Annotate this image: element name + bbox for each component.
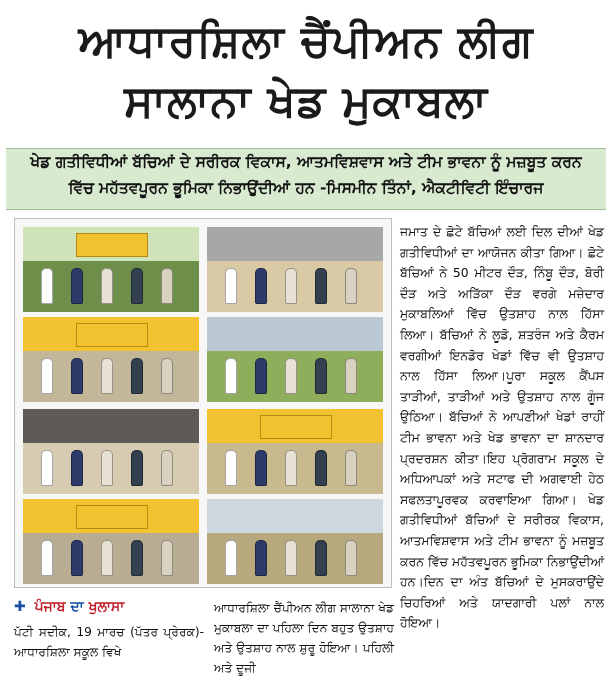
person-figure	[285, 540, 297, 576]
person-figure	[315, 268, 327, 304]
person-figure	[345, 268, 357, 304]
photo-prize-group	[23, 227, 199, 312]
photo-background	[207, 499, 383, 533]
byline-mid: ਦਾ	[70, 599, 84, 615]
photo-background	[207, 227, 383, 261]
article-lower-mid: ਆਧਾਰਸ਼ਿਲਾ ਚੈਂਪੀਅਨ ਲੀਗ ਸਾਲਾਨਾ ਖੇਡ ਮੁਕਾਬਲਾ ਦਾ ਪਹਿਲਾ ਦਿਨ ਬਹੁਤ ਉਤਸ਼ਾਹ ਅਤੇ ਉਤਸ਼ਾਹ ਨਾਲ ਸ਼ੁਰੂ ਹੋਇਆ। ਪਹਿਲੀ ਅਤੇ ਦੂਜੀ	[214, 601, 394, 675]
person-figure	[131, 540, 143, 576]
person-figure	[41, 358, 53, 394]
person-figure	[101, 450, 113, 486]
headline-line-2: ਸਾਲਾਨਾ ਖੇਡ ਮੁਕਾਬਲਾ	[124, 76, 488, 127]
person-figure	[225, 358, 237, 394]
photo-running-field	[207, 317, 383, 402]
school-banner	[260, 415, 332, 439]
person-figure	[255, 450, 267, 486]
person-figure	[255, 358, 267, 394]
photo-award-stage-3	[23, 499, 199, 584]
byline-suffix: ਖੁਲਾਸਾ	[88, 599, 125, 615]
school-banner	[76, 233, 148, 257]
photo-sack-race-child	[207, 227, 383, 312]
person-figure	[315, 358, 327, 394]
person-figure	[101, 358, 113, 394]
person-figure	[315, 540, 327, 576]
photo-background	[207, 317, 383, 351]
article-lower-left: ਪੱਟੀ ਸਦੀਕ, 19 ਮਾਰਚ (ਪੱਤਰ ਪ੍ਰੇਰਕ)- ਆਧਾਰਸ਼ਿਲਾ ਸਕੂਲ ਵਿਖੇ	[14, 625, 204, 659]
person-figure	[101, 540, 113, 576]
photo-collage	[14, 218, 392, 588]
person-figure	[315, 450, 327, 486]
person-figure	[285, 450, 297, 486]
school-banner	[76, 505, 148, 529]
byline-prefix: ਪੰਜਾਬ	[34, 599, 66, 615]
person-figure	[71, 358, 83, 394]
photo-award-stage-1	[23, 317, 199, 402]
person-figure	[131, 268, 143, 304]
person-figure	[131, 450, 143, 486]
subheadline-box	[6, 148, 606, 210]
person-figure	[345, 450, 357, 486]
person-figure	[161, 450, 173, 486]
headline-line-1: ਆਧਾਰਸ਼ਿਲਾ ਚੈਂਪੀਅਨ ਲੀਗ	[78, 16, 534, 67]
person-figure	[225, 268, 237, 304]
subheadline-line-1: ਖੇਡ ਗਤੀਵਿਧੀਆਂ ਬੱਚਿਆਂ ਦੇ ਸਰੀਰਕ ਵਿਕਾਸ, ਆਤਮਵਿਸ਼ਵਾਸ ਅਤੇ ਟੀਮ ਭਾਵਨਾ ਨੂੰ ਮਜ਼ਬੂਤ ਕਰਨ	[30, 153, 582, 171]
person-figure	[345, 358, 357, 394]
person-figure	[225, 540, 237, 576]
article-body-text: ਜਮਾਤ ਦੇ ਛੋਟੇ ਬੱਚਿਆਂ ਲਈ ਦਿਲ ਦੀਆਂ ਖੇਡ ਗਤੀਵਿਧੀਆਂ ਦਾ ਆਯੋਜਨ ਕੀਤਾ ਗਿਆ। ਛੋਟੇ ਬੱਚਿਆਂ ਨੇ 50 ਮੀਟਰ ਦੌੜ, ਨਿੰਬੂ ਦੌੜ, ਬੋਰੀ ਦੌੜ ਅਤੇ ਅੜਿੱਕਾ ਦੌੜ ਵਰਗੇ ਮਜ਼ੇਦਾਰ ਮੁਕਾਬਲਿਆਂ ਵਿੱਚ ਉਤਸ਼ਾਹ ਨਾਲ ਹਿੱਸਾ ਲਿਆ। ਬੱਚਿਆਂ ਨੇ ਲੂਡੋ, ਸ਼ਤਰੰਜ ਅਤੇ ਕੈਰਮ ਵਰਗੀਆਂ ਇਨਡੋਰ ਖੇਡਾਂ ਵਿੱਚ ਵੀ ਉਤਸ਼ਾਹ ਨਾਲ ਹਿੱਸਾ ਲਿਆ।ਪੂਰਾ ਸਕੂਲ ਕੈਂਪਸ ਤਾੜੀਆਂ, ਤਾੜੀਆਂ ਅਤੇ ਉਤਸ਼ਾਹ ਨਾਲ ਗੂੰਜ ਉਠਿਆ। ਬੱਚਿਆਂ ਨੇ ਆਪਣੀਆਂ ਖੇਡਾਂ ਰਾਹੀਂ ਟੀਮ ਭਾਵਨਾ ਅਤੇ ਖੇਡ ਭਾਵਨਾ ਦਾ ਸ਼ਾਨਦਾਰ ਪ੍ਰਦਰਸ਼ਨ ਕੀਤਾ।ਇਹ ਪ੍ਰੋਗਰਾਮ ਸਕੂਲ ਦੇ ਅਧਿਆਪਕਾਂ ਅਤੇ ਸਟਾਫ ਦੀ ਅਗਵਾਈ ਹੇਠ ਸਫਲਤਾਪੂਰਵਕ ਕਰਵਾਇਆ ਗਿਆ। ਖੇਡ ਗਤੀਵਿਧੀਆਂ ਬੱਚਿਆਂ ਦੇ ਸਰੀਰਕ ਵਿਕਾਸ, ਆਤਮਵਿਸ਼ਵਾਸ ਅਤੇ ਟੀਮ ਭਾਵਨਾ ਨੂੰ ਮਜ਼ਬੂਤ ਕਰਨ ਵਿੱਚ ਮਹੱਤਵਪੂਰਨ ਭੂਮਿਕਾ ਨਿਭਾਉਂਦੀਆਂ ਹਨ।ਦਿਨ ਦਾ ਅੰਤ ਬੱਚਿਆਂ ਦੇ ਮੁਸਕਰਾਉਂਦੇ ਚਿਹਰਿਆਂ ਅਤੇ ਯਾਦਗਾਰੀ ਪਲਾਂ ਨਾਲ ਹੋਇਆ।	[400, 224, 604, 631]
photo-background	[23, 409, 199, 443]
person-figure	[71, 450, 83, 486]
person-figure	[285, 358, 297, 394]
person-figure	[41, 540, 53, 576]
person-figure	[41, 268, 53, 304]
person-figure	[41, 450, 53, 486]
person-figure	[131, 358, 143, 394]
person-figure	[345, 540, 357, 576]
person-figure	[255, 268, 267, 304]
subheadline-line-2: ਵਿੱਚ ਮਹੱਤਵਪੂਰਨ ਭੂਮਿਕਾ ਨਿਭਾਉਂਦੀਆਂ ਹਨ -ਮਿਸਮੀਨ ਤਿੰਨਾਂ, ਐਕਟੀਵਿਟੀ ਇੰਚਾਰਜ	[68, 179, 544, 197]
person-figure	[225, 450, 237, 486]
photo-sack-race-pair	[23, 409, 199, 494]
byline	[14, 596, 124, 618]
article-right-column	[400, 222, 604, 634]
person-figure	[161, 358, 173, 394]
person-figure	[71, 268, 83, 304]
person-figure	[285, 268, 297, 304]
photo-award-stage-2	[207, 409, 383, 494]
person-figure	[71, 540, 83, 576]
person-figure	[161, 540, 173, 576]
photo-open-ground	[207, 499, 383, 584]
person-figure	[101, 268, 113, 304]
person-figure	[255, 540, 267, 576]
person-figure	[161, 268, 173, 304]
school-banner	[76, 323, 148, 347]
cross-icon: ✚	[14, 599, 26, 615]
